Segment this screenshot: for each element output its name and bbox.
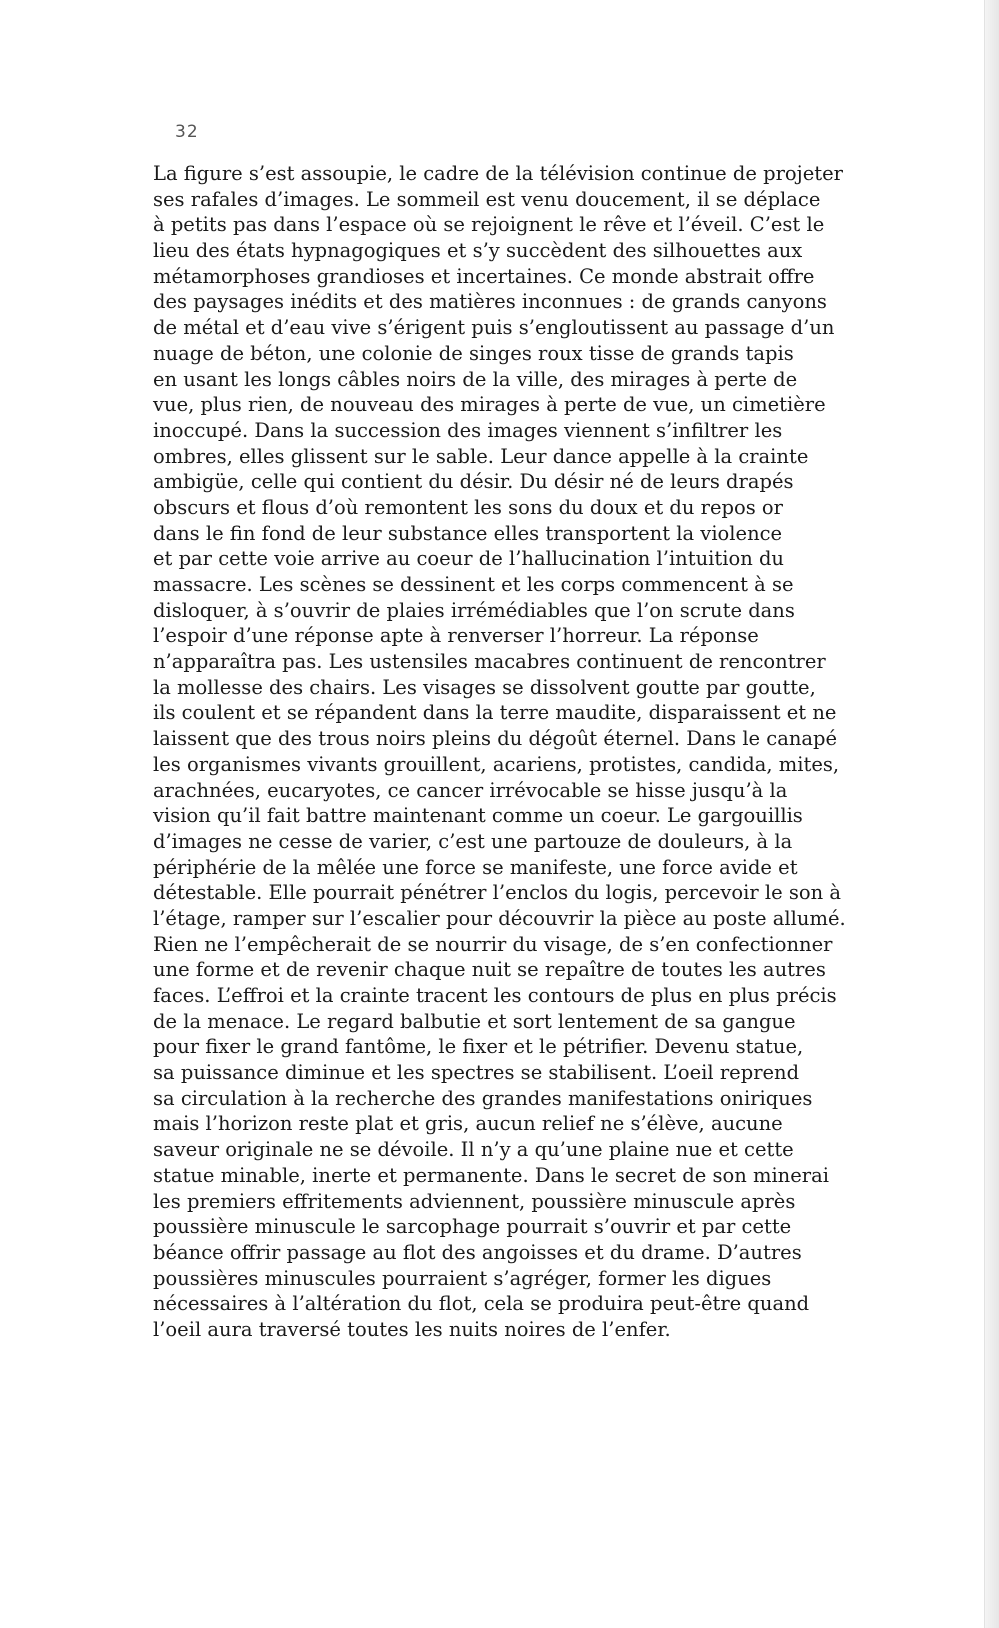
text-line: lieu des états hypnagogiques et s’y succèdent des silhouettes aux bbox=[153, 239, 803, 263]
page-number: 32 bbox=[175, 122, 199, 142]
text-line: ils coulent et se répandent dans la terre maudite, disparaissent et ne bbox=[153, 701, 837, 725]
text-line: nuage de béton, une colonie de singes roux tisse de grands tapis bbox=[153, 341, 794, 365]
text-line: une forme et de revenir chaque nuit se repaître de toutes les autres bbox=[153, 958, 826, 982]
text-line: nécessaires à l’altération du flot, cela se produira peut-être quand bbox=[153, 1292, 810, 1316]
text-line: sa puissance diminue et les spectres se stabilisent. L’oeil reprend bbox=[153, 1061, 800, 1085]
text-line: Rien ne l’empêcherait de se nourrir du visage, de s’en confectionner bbox=[153, 932, 833, 956]
text-line: la mollesse des chairs. Les visages se dissolvent goutte par goutte, bbox=[153, 675, 816, 699]
text-line: statue minable, inerte et permanente. Dans le secret de son minerai bbox=[153, 1163, 829, 1187]
text-line: à petits pas dans l’espace où se rejoignent le rêve et l’éveil. C’est le bbox=[153, 213, 825, 237]
text-line: et par cette voie arrive au coeur de l’hallucination l’intuition du bbox=[153, 547, 784, 571]
text-line: dans le fin fond de leur substance elles transportent la violence bbox=[153, 521, 783, 545]
text-line: périphérie de la mêlée une force se manifeste, une force avide et bbox=[153, 855, 798, 879]
text-line: mais l’horizon reste plat et gris, aucun relief ne s’élève, aucune bbox=[153, 1112, 783, 1136]
text-line: d’images ne cesse de varier, c’est une partouze de douleurs, à la bbox=[153, 829, 793, 853]
text-line: de métal et d’eau vive s’érigent puis s’engloutissent au passage d’un bbox=[153, 316, 835, 340]
text-line: détestable. Elle pourrait pénétrer l’enclos du logis, percevoir le son à bbox=[153, 881, 842, 905]
text-line: métamorphoses grandioses et incertaines. Ce monde abstrait offre bbox=[153, 264, 815, 288]
text-line: obscurs et flous d’où remontent les sons du doux et du repos or bbox=[153, 495, 783, 519]
text-line: ambigüe, celle qui contient du désir. Du désir né de leurs drapés bbox=[153, 470, 794, 494]
text-line: ombres, elles glissent sur le sable. Leur dance appelle à la crainte bbox=[153, 444, 809, 468]
text-line: laissent que des trous noirs pleins du dégoût éternel. Dans le canapé bbox=[153, 727, 838, 751]
text-line: l’oeil aura traversé toutes les nuits noires de l’enfer. bbox=[153, 1317, 671, 1341]
text-line: des paysages inédits et des matières inconnues : de grands canyons bbox=[153, 290, 827, 314]
text-line: saveur originale ne se dévoile. Il n’y a qu’une plaine nue et cette bbox=[153, 1138, 794, 1162]
text-line: de la menace. Le regard balbutie et sort lentement de sa gangue bbox=[153, 1009, 796, 1033]
text-line: en usant les longs câbles noirs de la ville, des mirages à perte de bbox=[153, 367, 798, 391]
text-line: les organismes vivants grouillent, acariens, protistes, candida, mites, bbox=[153, 752, 840, 776]
text-line: inoccupé. Dans la succession des images viennent s’infiltrer les bbox=[153, 418, 783, 442]
text-line: faces. L’effroi et la crainte tracent les contours de plus en plus précis bbox=[153, 984, 837, 1007]
text-line: poussière minuscule le sarcophage pourrait s’ouvrir et par cette bbox=[153, 1215, 792, 1239]
text-line: poussières minuscules pourraient s’agréger, former les digues bbox=[153, 1266, 772, 1290]
text-line: pour fixer le grand fantôme, le fixer et le pétrifier. Devenu statue, bbox=[153, 1035, 804, 1059]
text-line: arachnées, eucaryotes, ce cancer irrévocable se hisse jusqu’à la bbox=[153, 778, 788, 802]
text-line: ses rafales d’images. Le sommeil est venu doucement, il se déplace bbox=[153, 187, 821, 211]
page-edge bbox=[984, 0, 999, 1628]
text-line: massacre. Les scènes se dessinent et les corps commencent à se bbox=[153, 573, 794, 596]
text-line: béance offrir passage au flot des angoisses et du drame. D’autres bbox=[153, 1240, 802, 1264]
text-line: sa circulation à la recherche des grandes manifestations oniriques bbox=[153, 1086, 813, 1110]
text-line: disloquer, à s’ouvrir de plaies irrémédiables que l’on scrute dans bbox=[153, 598, 795, 622]
text-line: l’espoir d’une réponse apte à renverser l’horreur. La réponse bbox=[153, 624, 759, 648]
text-line: La figure s’est assoupie, le cadre de la télévision continue de projeter bbox=[153, 162, 843, 185]
text-line: vision qu’il fait battre maintenant comme un coeur. Le gargouillis bbox=[153, 804, 803, 828]
body-text bbox=[153, 161, 853, 1343]
text-line: n’apparaîtra pas. Les ustensiles macabres continuent de rencontrer bbox=[153, 650, 826, 674]
text-line: les premiers effritements adviennent, poussière minuscule après bbox=[153, 1189, 796, 1213]
text-line: l’étage, ramper sur l’escalier pour découvrir la pièce au poste allumé. bbox=[153, 906, 846, 930]
text-line: vue, plus rien, de nouveau des mirages à perte de vue, un cimetière bbox=[153, 393, 826, 417]
